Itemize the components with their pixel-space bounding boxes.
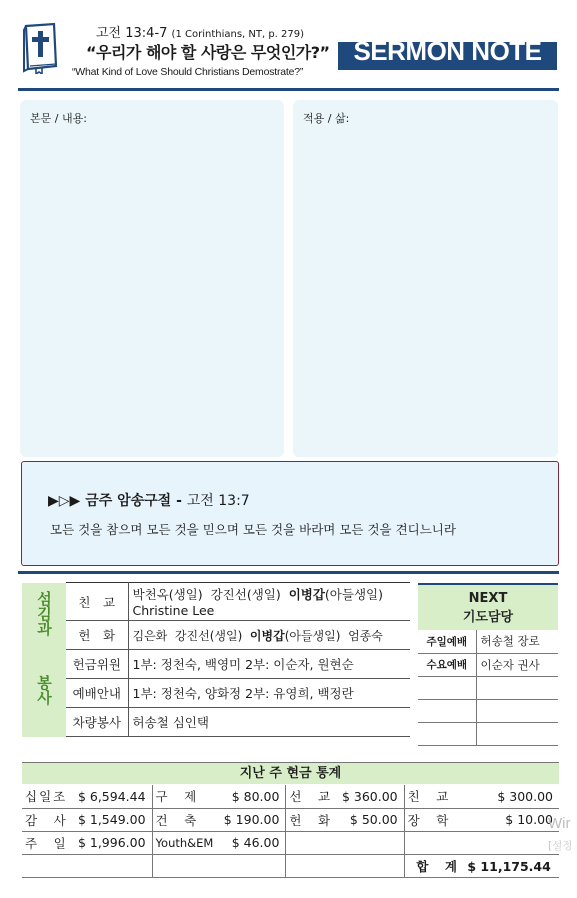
header-divider (18, 88, 559, 91)
table-row: 주일예배 허송철 장로 (418, 630, 558, 653)
table-row (22, 583, 410, 621)
memory-verse-title: 금주 암송구절 - (85, 493, 182, 509)
scripture-reference: 고전 13:4-7 (1 Corinthians, NT, p. 279) (96, 26, 305, 41)
offering-value: $ 300.00 (471, 785, 559, 808)
offering-value: $ 1,549.00 (72, 808, 152, 831)
offering-label: 건 축 (152, 808, 218, 831)
row-label: 예배안내 (66, 679, 128, 708)
next-prayer-heading: NEXT 기도담당 (418, 583, 558, 630)
table-row (22, 808, 559, 831)
section-divider (18, 571, 559, 574)
row-label: 헌 화 (66, 621, 128, 650)
table-row: 수요예배 이순자 권사 (418, 653, 558, 676)
table-row (22, 854, 559, 877)
empty-cell (286, 854, 404, 877)
offering-label: 주 일 (22, 831, 72, 854)
offering-label: 감 사 (22, 808, 72, 831)
offering-value: $ 46.00 (219, 831, 286, 854)
row-label: 친 교 (66, 583, 128, 621)
offering-label: 선 교 (286, 785, 337, 808)
sermon-subtitle-english: “What Kind of Love Should Christians Demostrate?” (72, 66, 304, 78)
offering-total: 합 계 $ 11,175.44 (404, 854, 559, 877)
offering-value (471, 831, 559, 854)
table-row (418, 699, 558, 722)
activation-watermark-sub: [설정 (548, 840, 573, 852)
offering-value: $ 50.00 (337, 808, 404, 831)
offering-label: 친 교 (404, 785, 471, 808)
table-row (22, 708, 410, 737)
offering-stats-title: 지난 주 현금 통계 (22, 762, 559, 784)
memory-verse-heading (48, 490, 250, 510)
fellowship-names: 박천옥(생일) 강진선(생일) 이병갑(아들생일) Christine Lee (128, 583, 410, 621)
offering-label (286, 831, 337, 854)
sermon-note-logo: SERMON NOTE (353, 36, 542, 66)
content-notes-area[interactable] (20, 100, 284, 457)
activation-watermark: Wir (548, 815, 571, 832)
next-prayer-panel (418, 583, 558, 746)
table-row (22, 679, 410, 708)
memory-verse-text: 모든 것을 참으며 모든 것을 믿으며 모든 것을 바라며 모든 것을 견디느니라 (50, 522, 456, 537)
table-row (418, 676, 558, 699)
flower-names: 김은화 강진선(생일) 이병갑(아들생일) 엄종숙 (128, 621, 410, 650)
offering-value: $ 6,594.44 (72, 785, 152, 808)
application-notes-label: 적용 / 삶: (303, 112, 350, 125)
offering-value: $ 1,996.00 (72, 831, 152, 854)
application-notes-area[interactable] (293, 100, 558, 457)
greeters: 1부: 정천숙, 양화정 2부: 유영희, 백정란 (128, 679, 410, 708)
table-row (22, 785, 559, 808)
table-row (22, 650, 410, 679)
offering-ushers: 1부: 정천숙, 백영미 2부: 이순자, 원현순 (128, 650, 410, 679)
sermon-title: “우리가 해야 할 사랑은 무엇인가?” (86, 43, 330, 62)
table-row (22, 621, 410, 650)
offering-value: $ 80.00 (219, 785, 286, 808)
next-prayer-table (418, 630, 558, 746)
offering-label: Youth&EM (152, 831, 218, 854)
arrow-icons: ▶▷▶ (48, 493, 81, 509)
bible-cross-icon (20, 22, 62, 74)
offering-label: 장 학 (404, 808, 471, 831)
empty-cell (152, 854, 286, 877)
row-label: 차량봉사 (66, 708, 128, 737)
drivers: 허송철 심인택 (128, 708, 410, 737)
offering-label: 십일조 (22, 785, 72, 808)
empty-cell (22, 854, 152, 877)
memory-verse-reference: 고전 13:7 (186, 493, 250, 509)
offering-value (337, 831, 404, 854)
offering-label: 구 제 (152, 785, 218, 808)
table-row (22, 831, 559, 854)
offering-value: $ 360.00 (337, 785, 404, 808)
row-label: 헌금위원 (66, 650, 128, 679)
offering-value: $ 190.00 (219, 808, 286, 831)
offering-stats-table (22, 785, 559, 878)
offering-label: 헌 화 (286, 808, 337, 831)
offering-label (404, 831, 471, 854)
memory-verse-box (21, 461, 559, 566)
table-row (418, 722, 558, 745)
content-notes-label: 본문 / 내용: (30, 112, 87, 125)
service-side-label: 섬김과 (22, 583, 66, 650)
service-table (22, 582, 410, 737)
service-side-label-bottom: 봉사 (22, 650, 66, 737)
offering-value: $ 10.00 (471, 808, 559, 831)
